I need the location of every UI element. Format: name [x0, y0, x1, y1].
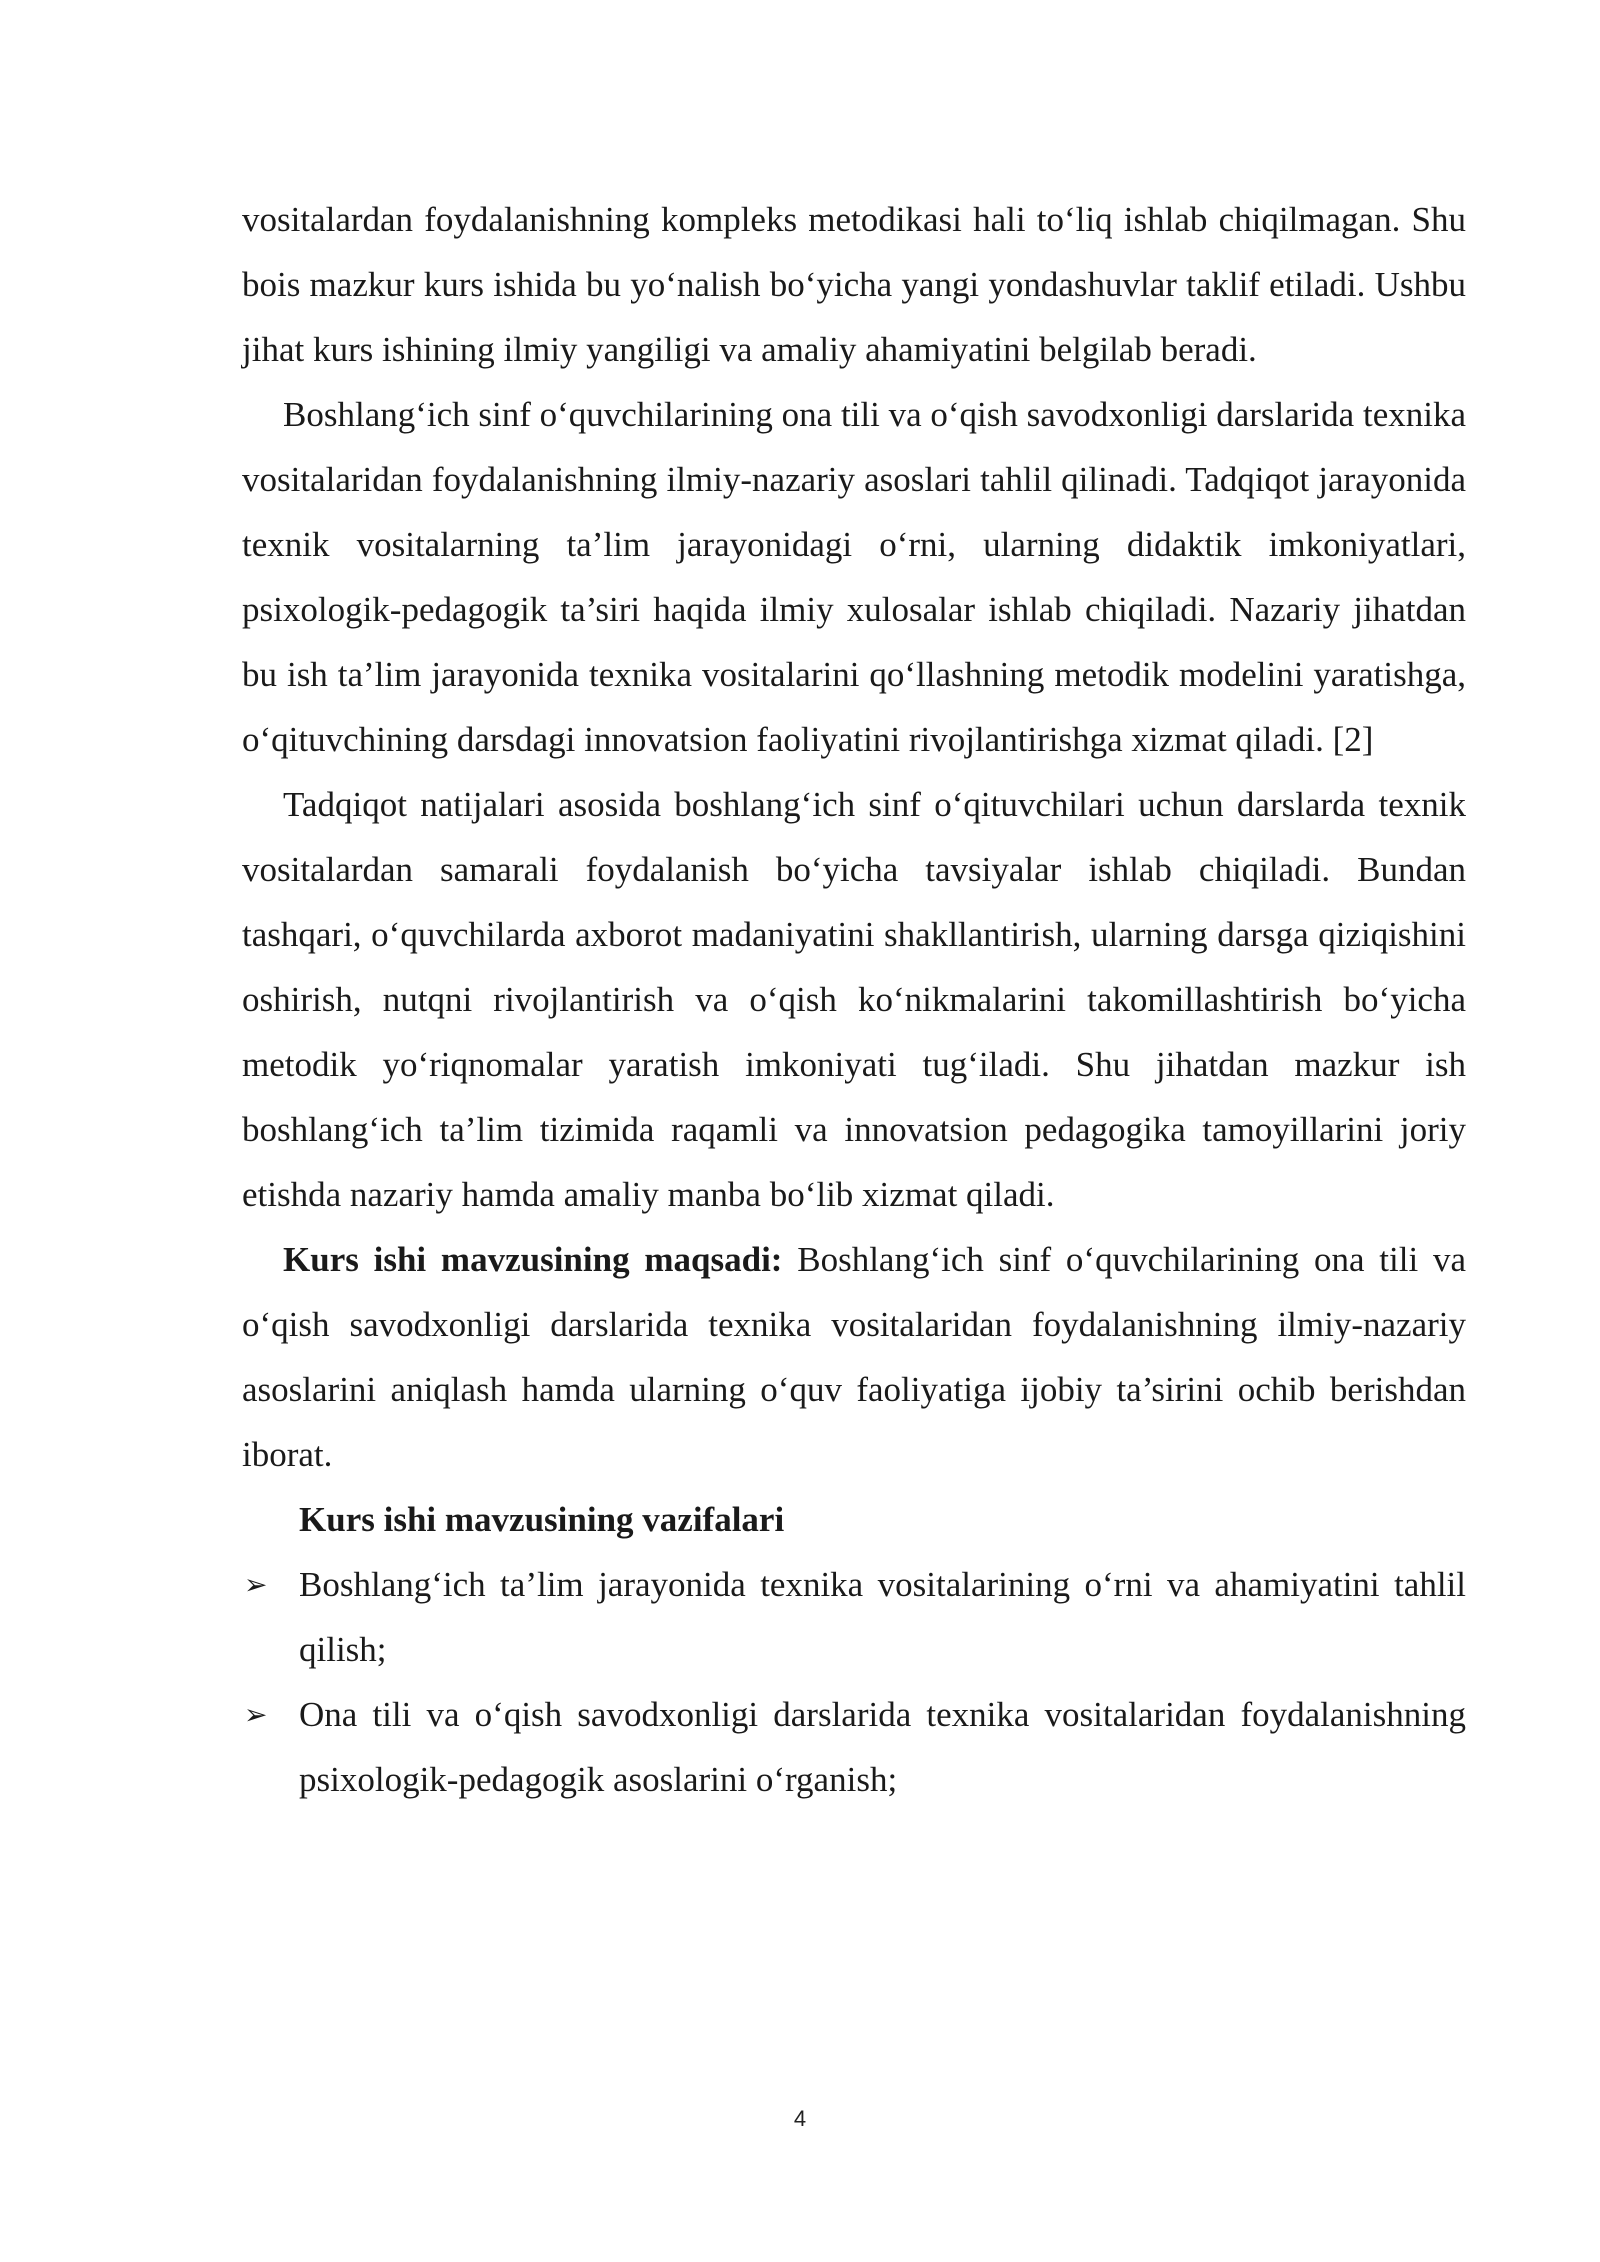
arrowhead-bullet-icon: ➢: [244, 1698, 268, 1731]
tasks-list: [242, 1552, 1466, 1812]
list-item: [242, 1682, 1466, 1812]
page-number: 4: [793, 2106, 807, 2131]
objective-label: Kurs ishi mavzusining maqsadi:: [283, 1240, 783, 1279]
task-text: Ona tili va o‘qish savodxonligi darslarida texnika vositalaridan foydalanishning psixologik-pedagogik asoslarini o‘rganish;: [299, 1695, 1466, 1799]
arrowhead-bullet-icon: ➢: [244, 1568, 268, 1601]
tasks-heading: Kurs ishi mavzusining vazifalari: [299, 1500, 785, 1539]
paragraph-continuation: vositalardan foydalanishning kompleks metodikasi hali to‘liq ishlab chiqilmagan. Shu bois mazkur kurs ishida bu yo‘nalish bo‘yicha yangi yondashuvlar taklif etiladi. Ushbu jihat kurs ishining ilmiy yangiligi va amaliy ahamiyatini belgilab beradi.: [242, 200, 1466, 369]
task-text: Boshlang‘ich ta’lim jarayonida texnika vositalarining o‘rni va ahamiyatini tahlil qilish;: [299, 1565, 1466, 1669]
page-body: [242, 187, 1466, 1812]
paragraph-theoretical-basis: Boshlang‘ich sinf o‘quvchilarining ona tili va o‘qish savodxonligi darslarida texnika vositalaridan foydalanishning ilmiy-nazariy asoslari tahlil qilinadi. Tadqiqot jarayonida texnik vositalarning ta’lim jarayonidagi o‘rni, ularning didaktik imkoniyatlari, psixologik-pedagogik ta’siri haqida ilmiy xulosalar ishlab chiqiladi. Nazariy jihatdan bu ish ta’lim jarayonida texnika vositalarini qo‘llashning metodik modelini yaratishga, o‘qituvchining darsdagi innovatsion faoliyatini rivojlantirishga xizmat qiladi. [2]: [242, 395, 1466, 759]
list-item: [242, 1552, 1466, 1682]
paragraph-research-results: Tadqiqot natijalari asosida boshlang‘ich sinf o‘qituvchilari uchun darslarda texnik vositalardan samarali foydalanish bo‘yicha tavsiyalar ishlab chiqiladi. Bundan tashqari, o‘quvchilarda axborot madaniyatini shakllantirish, ularning darsga qiziqishini oshirish, nutqni rivojlantirish va o‘qish ko‘nikmalarini takomillashtirish bo‘yicha metodik yo‘riqnomalar yaratish imkoniyati tug‘iladi. Shu jihatdan mazkur ish boshlang‘ich ta’lim tizimida raqamli va innovatsion pedagogika tamoyillarini joriy etishda nazariy hamda amaliy manba bo‘lib xizmat qiladi.: [242, 785, 1466, 1214]
paragraph-objective: [242, 1227, 1466, 1487]
objective-text: Boshlang‘ich sinf o‘quvchilarining ona tili va o‘qish savodxonligi darslarida texnika vositalaridan foydalanishning ilmiy-nazariy asoslarini aniqlash hamda ularning o‘quv faoliyatiga ijobiy ta’sirini ochib berishdan iborat.: [242, 1240, 1466, 1474]
